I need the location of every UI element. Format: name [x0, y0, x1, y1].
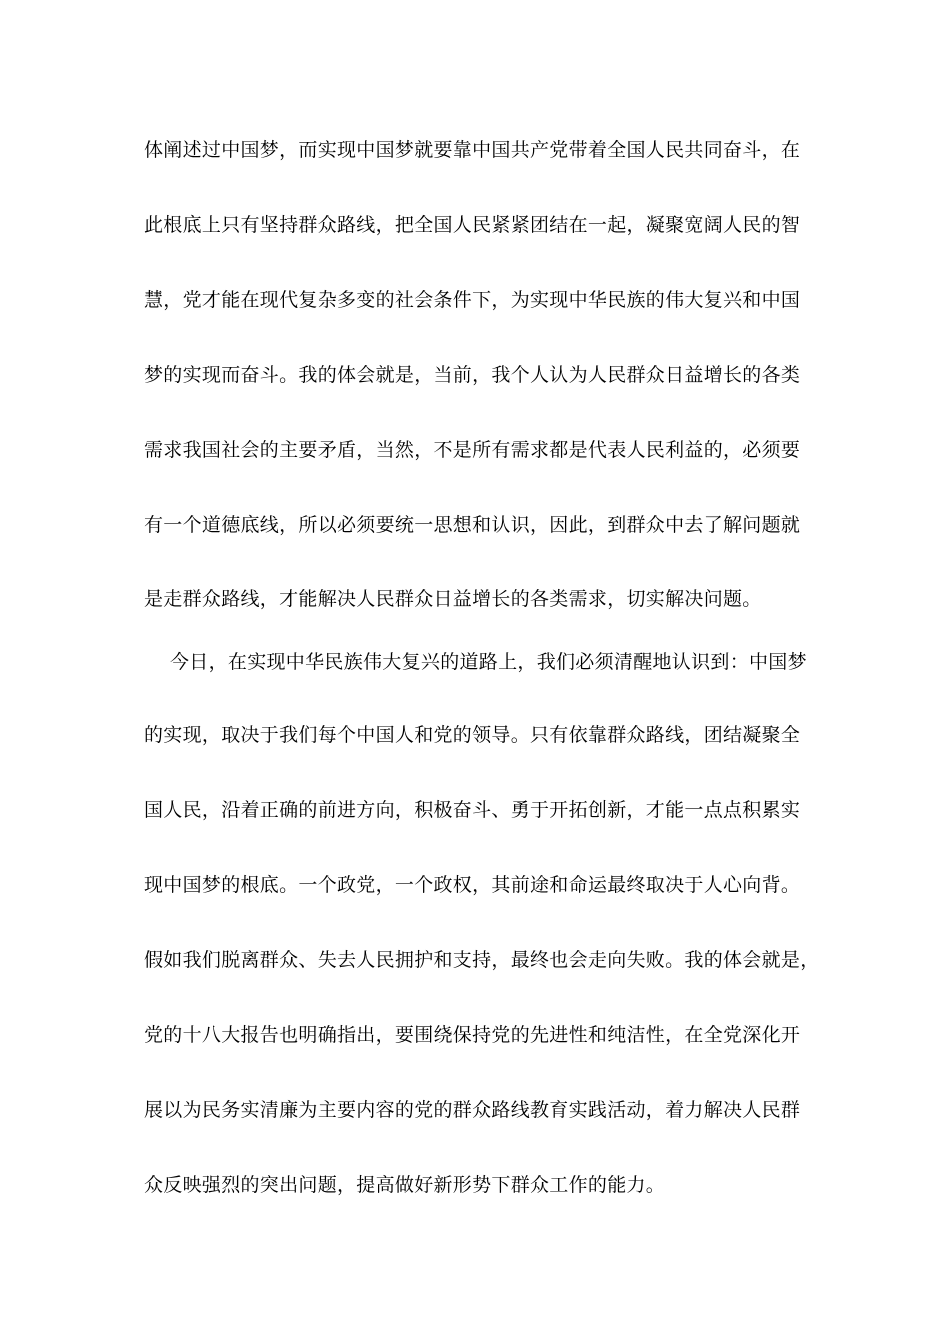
- text-line: 假如我们脱离群众、失去人民拥护和支持，最终也会走向失败。我的体会就是，: [144, 949, 820, 971]
- text-line: 现中国梦的根底。一个政党，一个政权，其前途和命运最终取决于人心向背。: [144, 874, 801, 896]
- text-line: 展以为民务实清廉为主要内容的党的群众路线教育实践活动，着力解决人民群: [144, 1099, 801, 1121]
- text-line: 梦的实现而奋斗。我的体会就是，当前，我个人认为人民群众日益增长的各类: [144, 364, 801, 386]
- text-line: 慧，党才能在现代复杂多变的社会条件下，为实现中华民族的伟大复兴和中国: [144, 289, 801, 311]
- text-line: 有一个道德底线，所以必须要统一思想和认识，因此，到群众中去了解问题就: [144, 514, 801, 536]
- text-line: 体阐述过中国梦，而实现中国梦就要靠中国共产党带着全国人民共同奋斗，在: [144, 139, 801, 161]
- text-line: 需求我国社会的主要矛盾，当然，不是所有需求都是代表人民利益的，必须要: [144, 439, 801, 461]
- text-line: 党的十八大报告也明确指出，要围绕保持党的先进性和纯洁性，在全党深化开: [144, 1024, 801, 1046]
- text-line: 众反映强烈的突出问题，提高做好新形势下群众工作的能力。: [144, 1174, 666, 1196]
- text-line: 的实现，取决于我们每个中国人和党的领导。只有依靠群众路线，团结凝聚全: [144, 724, 801, 746]
- text-line: 此根底上只有坚持群众路线，把全国人民紧紧团结在一起，凝聚宽阔人民的智: [144, 214, 801, 236]
- text-line: 国人民，沿着正确的前进方向，积极奋斗、勇于开拓创新，才能一点点积累实: [144, 799, 801, 821]
- text-line: 是走群众路线，才能解决人民群众日益增长的各类需求，切实解决问题。: [144, 588, 762, 610]
- paragraph-first-line: 今日，在实现中华民族伟大复兴的道路上，我们必须清醒地认识到：中国梦: [170, 651, 807, 673]
